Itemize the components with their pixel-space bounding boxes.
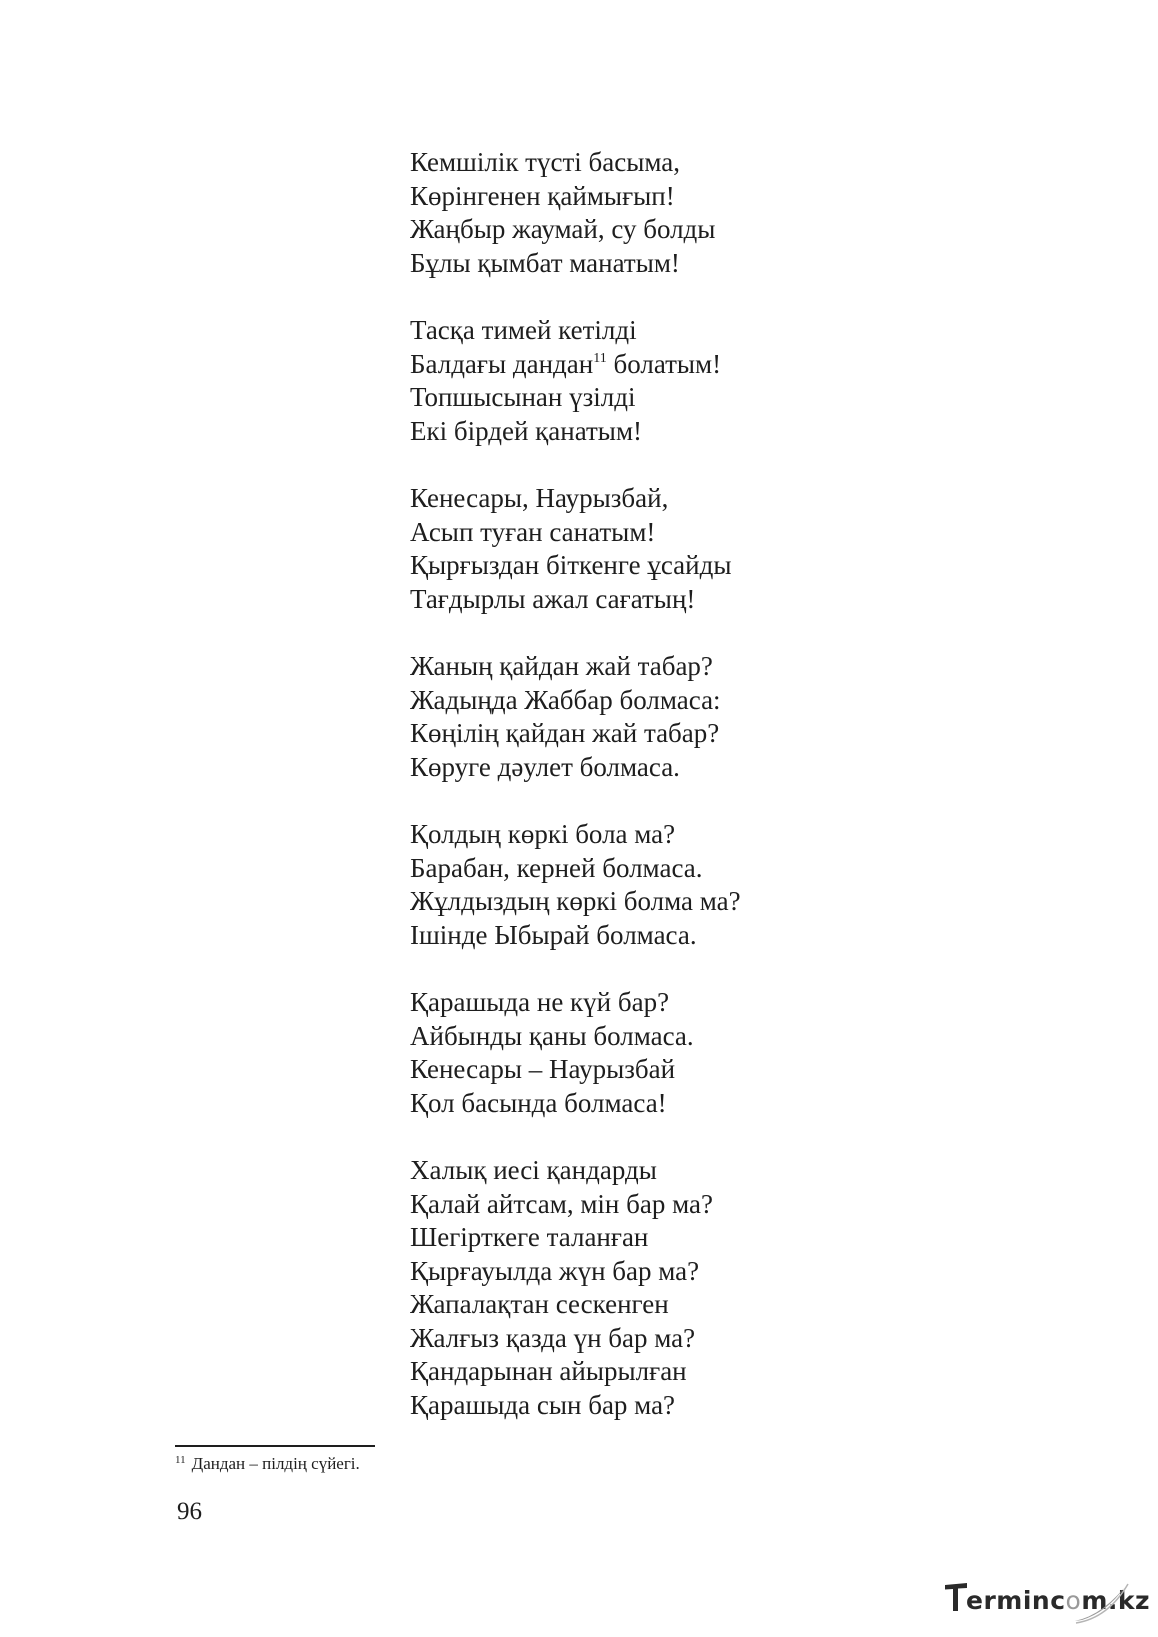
poem-line: Жадыңда Жаббар болмаса: (410, 684, 721, 715)
poem-line: Барабан, керней болмаса. (410, 852, 703, 883)
watermark-o-mark: o (1065, 1586, 1082, 1615)
poem-line: Қандарынан айырылған (410, 1356, 687, 1386)
poem-line-with-footnote (410, 348, 830, 382)
footnote-text: Дандан – пілдің сүйегі. (191, 1454, 360, 1473)
watermark-text-part: erminc (966, 1586, 1066, 1615)
poem-line: Кемшілік түсті басыма, (410, 147, 680, 177)
site-watermark-logo (944, 1576, 1151, 1626)
poem-line: Қарашыда не күй бар? (410, 987, 670, 1017)
poem-line: Халық иесі қандарды (410, 1155, 657, 1185)
poem-line: Шегірткеге таланған (410, 1222, 649, 1252)
stanza-5 (410, 818, 830, 952)
poem-line: Көруге дәулет болмаса. (410, 751, 680, 782)
page-number: 96 (177, 1498, 202, 1525)
stanza-1 (410, 146, 830, 280)
footnote-divider (175, 1445, 375, 1447)
poem-line: Бұлы қымбат манатым! (410, 247, 680, 278)
poem-line: Қырғауылда жүн бар ма? (410, 1255, 700, 1286)
poem-line: Көрінгенен қаймығып! (410, 180, 675, 211)
poem-line: Айбынды қаны болмаса. (410, 1020, 694, 1051)
poem-line: Қол басында болмаса! (410, 1087, 667, 1118)
footnote (175, 1454, 360, 1474)
poem-line: Көңілің қайдан жай табар? (410, 718, 720, 748)
poem-line: Тасқа тимей кетілді (410, 315, 637, 345)
watermark-tail: m.kz (1081, 1586, 1151, 1615)
poem-line: Ішінде Ыбырай болмаса. (410, 919, 697, 950)
poem-line: Екі бірдей қанатым! (410, 415, 643, 446)
stanza-7 (410, 1154, 830, 1422)
stanza-3 (410, 482, 830, 616)
poem-line: Кенесары, Наурызбай, (410, 483, 669, 513)
poem-line: Жаның қайдан жай табар? (410, 651, 713, 681)
footnote-reference[interactable]: 11 (593, 350, 607, 366)
poem-line: Жалғыз қазда үн бар ма? (410, 1322, 696, 1353)
poem-line: Кенесары – Наурызбай (410, 1054, 676, 1084)
poem-line: Қолдың көркі бола ма? (410, 819, 676, 849)
poem-body (410, 146, 830, 1456)
stanza-4 (410, 650, 830, 784)
poem-line-tail: болатым! (606, 348, 722, 379)
poem-line: Жапалақтан сескенген (410, 1289, 669, 1319)
poem-line: Қырғыздан біткенге ұсайды (410, 550, 732, 580)
poem-line: Жұлдыздың көркі болма ма? (410, 886, 741, 916)
poem-line: Топшысынан үзілді (410, 382, 636, 412)
poem-line: Асып туған санатым! (410, 516, 656, 547)
stanza-6 (410, 986, 830, 1120)
swoosh-icon (1062, 1576, 1132, 1626)
footnote-number: 11 (175, 1454, 186, 1466)
poem-line: Қарашыда сын бар ма? (410, 1389, 676, 1420)
poem-line-head: Балдағы дандан (410, 348, 594, 379)
t-letter-icon (944, 1582, 968, 1612)
poem-line: Жаңбыр жаумай, су болды (410, 214, 716, 244)
poem-line: Қалай айтсам, мін бар ма? (410, 1188, 713, 1219)
stanza-2 (410, 314, 830, 448)
poem-line: Тағдырлы ажал сағатың! (410, 583, 696, 614)
